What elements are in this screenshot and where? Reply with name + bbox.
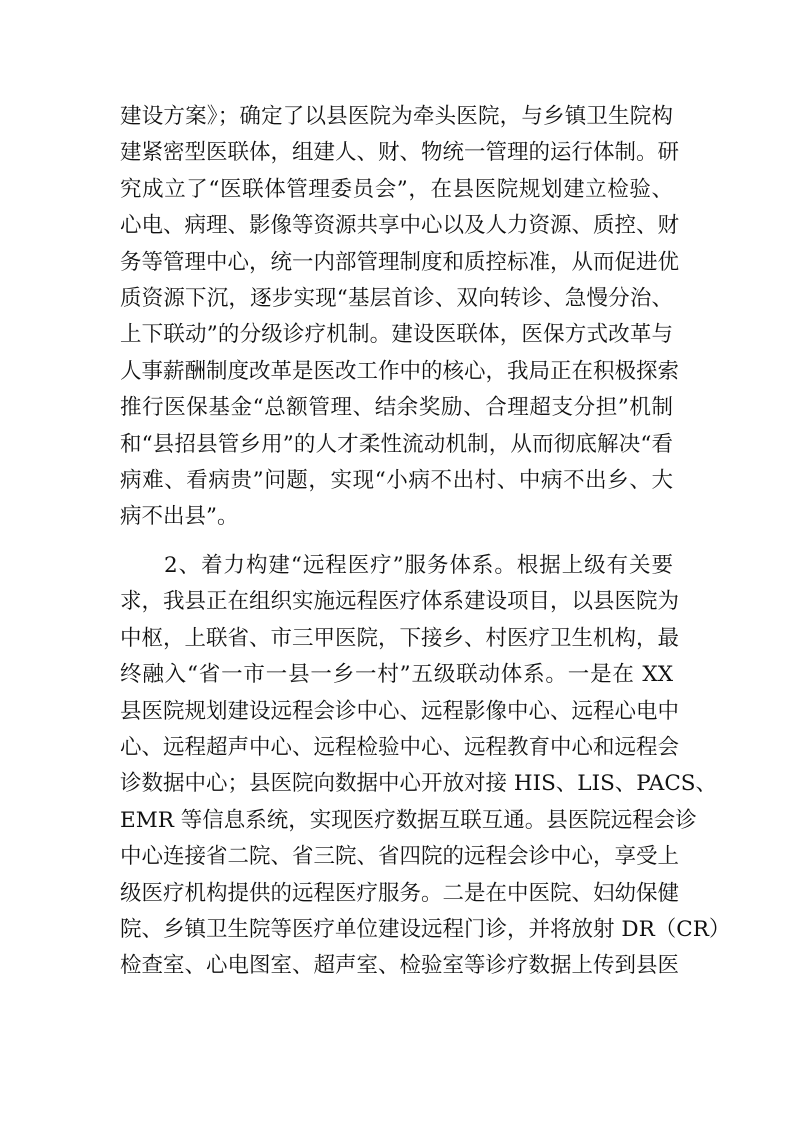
text-line: 务等管理中心，统一内部管理制度和质控标准，从而促进优 (120, 249, 680, 275)
text-line: 质资源下沉，逐步实现“基层首诊、双向转诊、急慢分治、 (120, 285, 673, 311)
text-line: 上下联动”的分级诊疗机制。建设医联体，医保方式改革与 (120, 322, 673, 348)
text-line: 建紧密型医联体，组建人、财、物统一管理的运行体制。研 (120, 140, 680, 166)
text-line: 人事薪酬制度改革是医改工作中的核心，我局正在积极探索 (120, 358, 680, 384)
text-line: 心电、病理、影像等资源共享中心以及人力资源、质控、财 (120, 213, 680, 239)
text-line: 中心连接省二院、省三院、省四院的远程会诊中心，享受上 (120, 844, 680, 870)
text-line: 病难、看病贵”问题，实现“小病不出村、中病不出乡、大 (120, 467, 673, 493)
text-line: 建设方案》；确定了以县医院为牵头医院，与乡镇卫生院构 (120, 104, 673, 129)
text-line: 县医院规划建设远程会诊中心、远程影像中心、远程心电中 (120, 698, 680, 724)
text-line: 究成立了“医联体管理委员会”，在县医院规划建立检验、 (120, 176, 673, 202)
text-line: EMR 等信息系统，实现医疗数据互联互通。县医院远程会诊 (120, 807, 697, 833)
text-line: 推行医保基金“总额管理、结余奖励、合理超支分担”机制 (120, 395, 673, 421)
text-line: 院、乡镇卫生院等医疗单位建设远程门诊，并将放射 DR（CR） (120, 916, 731, 942)
text-line: 级医疗机构提供的远程医疗服务。二是在中医院、妇幼保健 (120, 880, 680, 906)
text-line: 心、远程超声中心、远程检验中心、远程教育中心和远程会 (120, 734, 680, 760)
text-line: 病不出县”。 (120, 504, 239, 530)
text-line: 求，我县正在组织实施远程医疗体系建设项目，以县医院为 (120, 589, 680, 615)
text-line: 终融入“省一市一县一乡一村”五级联动体系。一是在 XX (120, 662, 673, 688)
text-line: 和“县招县管乡用”的人才柔性流动机制，从而彻底解决“看 (120, 431, 673, 457)
text-line: 诊数据中心；县医院向数据中心开放对接 HIS、LIS、PACS、 (120, 771, 718, 797)
text-line: 中枢，上联省、市三甲医院，下接乡、村医疗卫生机构，最 (120, 625, 680, 651)
text-line: 检查室、心电图室、超声室、检验室等诊疗数据上传到县医 (120, 953, 680, 979)
text-line: 2、着力构建“远程医疗”服务体系。根据上级有关要 (164, 553, 673, 578)
paragraph-telemedicine (120, 548, 731, 985)
paragraph-medical-alliance (120, 99, 680, 536)
